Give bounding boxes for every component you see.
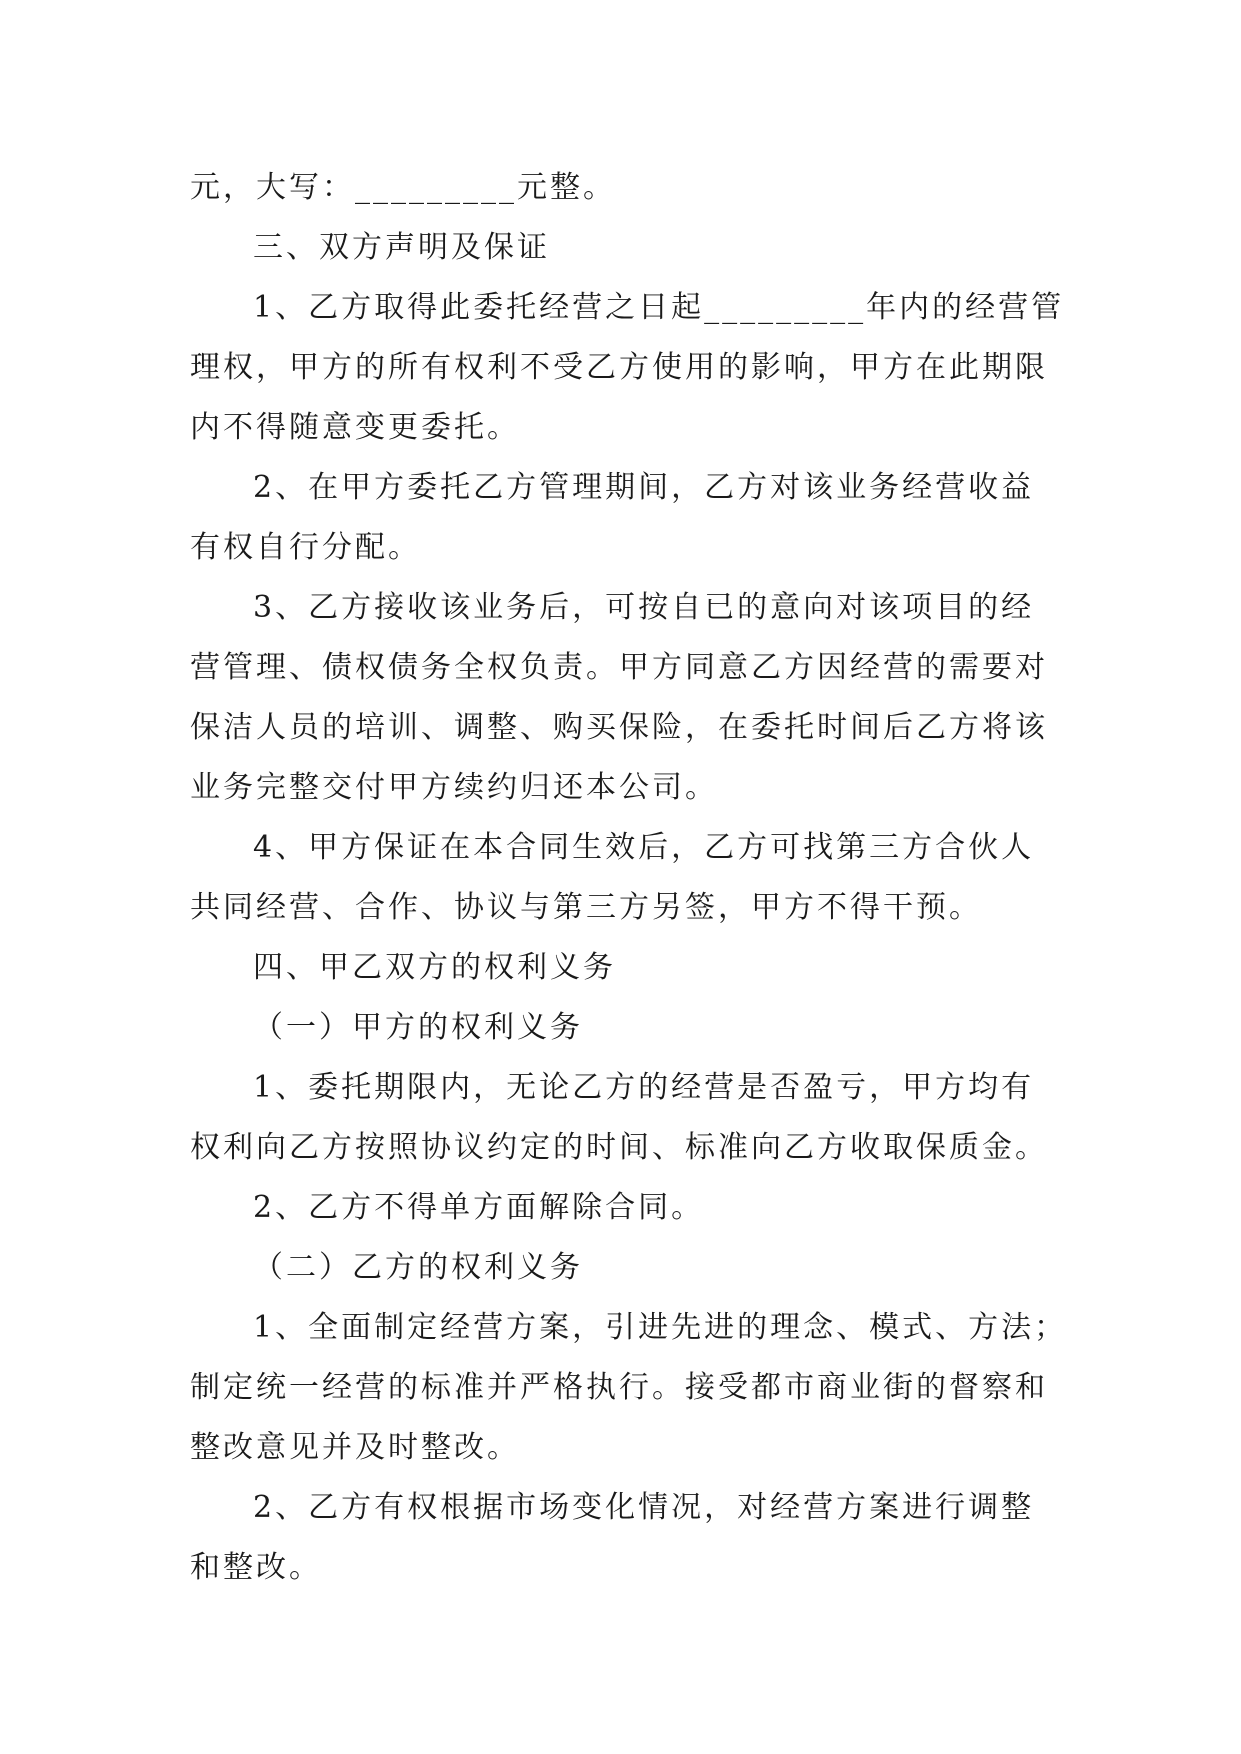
text-line: 共同经营、合作、协议与第三方另签，甲方不得干预。 xyxy=(190,890,982,925)
text-line: 1、全面制定经营方案，引进先进的理念、模式、方法； xyxy=(253,1310,1068,1345)
text-line: 内不得随意变更委托。 xyxy=(190,410,520,445)
text-line: 权利向乙方按照协议约定的时间、标准向乙方收取保质金。 xyxy=(190,1130,1048,1165)
text-line: 3、乙方接收该业务后，可按自已的意向对该项目的经 xyxy=(253,590,1035,625)
text-line: 2、在甲方委托乙方管理期间，乙方对该业务经营收益 xyxy=(253,470,1035,505)
section-heading: 三、双方声明及保证 xyxy=(253,230,550,265)
text-line: 4、甲方保证在本合同生效后，乙方可找第三方合伙人 xyxy=(253,830,1035,865)
text-line: 1、委托期限内，无论乙方的经营是否盈亏，甲方均有 xyxy=(253,1070,1035,1105)
section-heading: 四、甲乙双方的权利义务 xyxy=(253,950,616,985)
text-line: 2、乙方不得单方面解除合同。 xyxy=(253,1190,705,1225)
text-line: 业务完整交付甲方续约归还本公司。 xyxy=(190,770,718,805)
text-line: 元，大写：_________元整。 xyxy=(190,170,616,205)
text-line: 营管理、债权债务全权负责。甲方同意乙方因经营的需要对 xyxy=(190,650,1048,685)
text-line: 有权自行分配。 xyxy=(190,530,421,565)
subsection-heading: （一）甲方的权利义务 xyxy=(253,1010,583,1045)
text-line: 和整改。 xyxy=(190,1550,322,1585)
document-body xyxy=(190,158,1070,1598)
text-line: 制定统一经营的标准并严格执行。接受都市商业街的督察和 xyxy=(190,1370,1048,1405)
subsection-heading: （二）乙方的权利义务 xyxy=(253,1250,583,1285)
text-line: 2、乙方有权根据市场变化情况，对经营方案进行调整 xyxy=(253,1490,1035,1525)
text-line: 1、乙方取得此委托经营之日起_________年内的经营管 xyxy=(253,290,1065,325)
text-line: 整改意见并及时整改。 xyxy=(190,1430,520,1465)
text-line: 保洁人员的培训、调整、购买保险，在委托时间后乙方将该 xyxy=(190,710,1048,745)
text-line: 理权，甲方的所有权利不受乙方使用的影响，甲方在此期限 xyxy=(190,350,1048,385)
